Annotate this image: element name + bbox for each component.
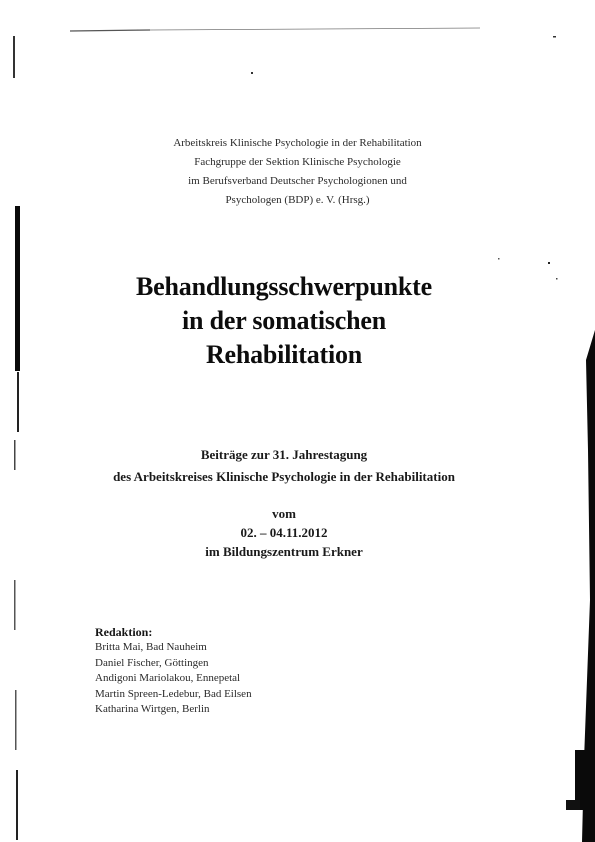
- event-vom: vom: [272, 506, 296, 521]
- subtitle-line: des Arbeitskreises Klinische Psychologie in der Rehabilitation: [113, 469, 455, 484]
- editors-block: [95, 624, 252, 718]
- event-venue: im Bildungszentrum Erkner: [205, 544, 363, 559]
- publisher-line: Psychologen (BDP) e. V. (Hrsg.): [225, 194, 370, 206]
- editor-name: Daniel Fischer, Göttingen: [95, 656, 209, 669]
- event-dates: 02. – 04.11.2012: [240, 525, 328, 540]
- subtitle-line: Beiträge zur 31. Jahrestagung: [200, 447, 368, 462]
- editor-name: Katharina Wirtgen, Berlin: [95, 703, 210, 715]
- subtitle-block: [0, 444, 568, 488]
- editor-name: Andigoni Mariolakou, Ennepetal: [95, 672, 241, 684]
- title-line: Behandlungsschwerpunkte: [136, 272, 432, 301]
- publisher-block: [0, 134, 595, 210]
- event-block: [0, 504, 568, 561]
- publisher-line: Arbeitskreis Klinische Psychologie in der Rehabilitation: [173, 137, 422, 149]
- publisher-line: im Berufsverband Deutscher Psychologionen und: [188, 175, 407, 187]
- title-line: in der somatischen: [182, 306, 386, 335]
- publisher-line: Fachgruppe der Sektion Klinische Psychologie: [194, 156, 401, 168]
- title-line: Rehabilitation: [205, 340, 363, 369]
- editor-name: Martin Spreen-Ledebur, Bad Eilsen: [95, 687, 252, 700]
- editor-name: Britta Mai, Bad Nauheim: [95, 641, 207, 653]
- editors-heading: Redaktion:: [95, 625, 153, 639]
- book-title: [0, 270, 568, 372]
